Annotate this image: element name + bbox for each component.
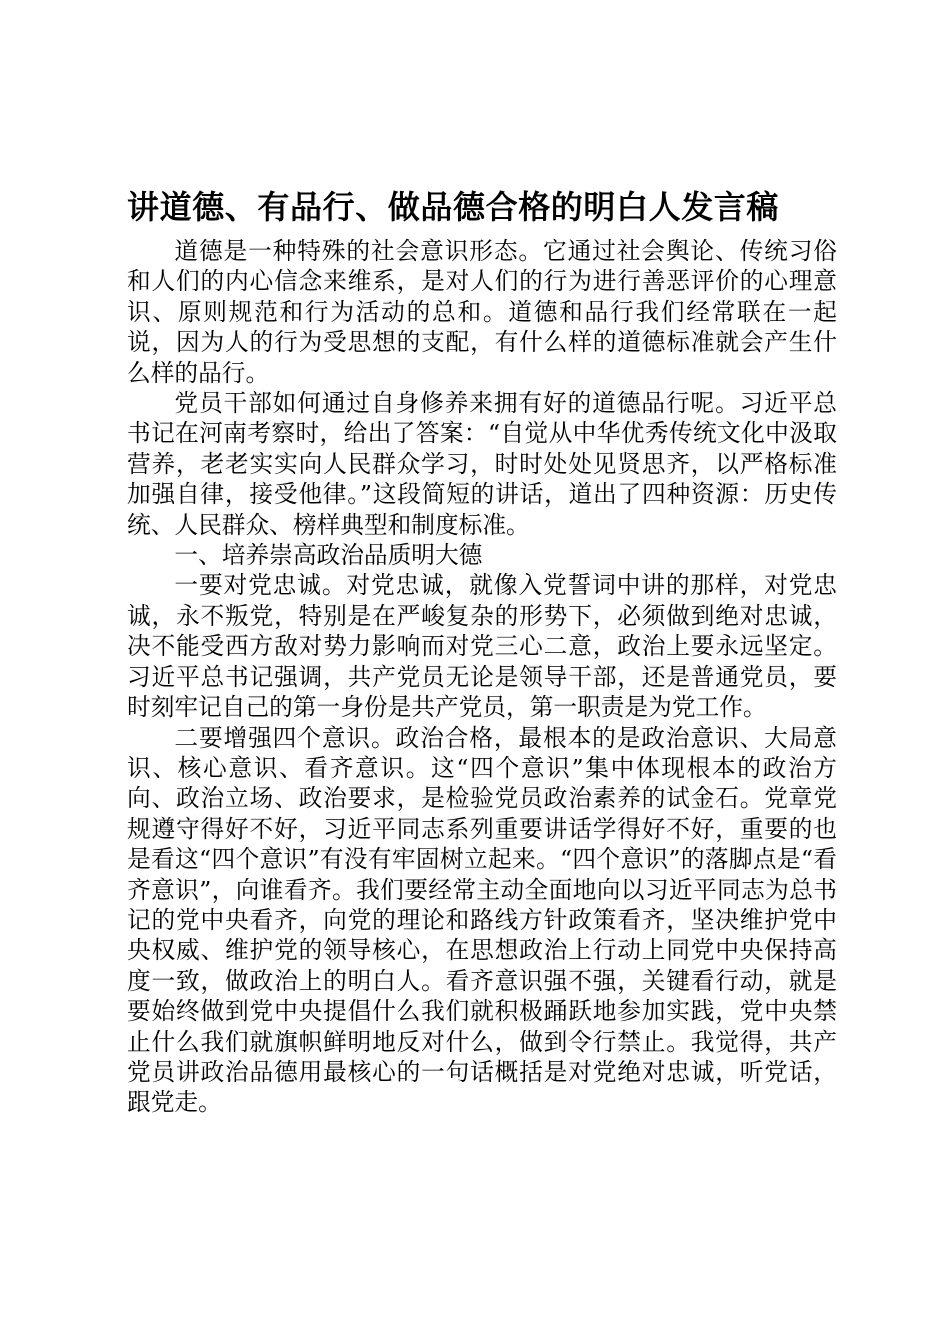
- paragraph-resources: 党员干部如何通过自身修养来拥有好的道德品行呢。习近平总书记在河南考察时，给出了答案：“自觉从中华优秀传统文化中汲取营养，老老实实向人民群众学习，时时处处见贤思齐，以严格标准加强自律，接受他律。”这段简短的讲话，道出了四种资源：历史传统、人民群众、榜样典型和制度标准。: [127, 389, 837, 539]
- paragraph-intro: 道德是一种特殊的社会意识形态。它通过社会舆论、传统习俗和人们的内心信念来维系，是对人们的行为进行善恶评价的心理意识、原则规范和行为活动的总和。道德和品行我们经常联在一起说，因为人的行为受思想的支配，有什么样的道德标准就会产生什么样的品行。: [127, 237, 837, 387]
- paragraph-loyalty: 一要对党忠诚。对党忠诚，就像入党誓词中讲的那样，对党忠诚，永不叛党，特别是在严峻复杂的形势下，必须做到绝对忠诚，决不能受西方敌对势力影响而对党三心二意，政治上要永远坚定。习近平总书记强调，共产党员无论是领导干部，还是普通党员，要时刻牢记自己的第一身份是共产党员，第一职责是为党工作。: [127, 571, 837, 722]
- section-heading: 一、培养崇高政治品质明大德: [174, 541, 483, 570]
- document-title: 讲道德、有品行、做品德合格的明白人发言稿: [127, 188, 780, 226]
- document-body: [127, 178, 837, 1118]
- paragraph-four-awareness: 二要增强四个意识。政治合格，最根本的是政治意识、大局意识、核心意识、看齐意识。这“四个意识”集中体现根本的政治方向、政治立场、政治要求，是检验党员政治素养的试金石。党章党规遵守得好不好，习近平同志系列重要讲话学得好不好，重要的也是看这“四个意识”有没有牢固树立起来。“四个意识”的落脚点是“看齐意识”，向谁看齐。我们要经常主动全面地向以习近平同志为总书记的党中央看齐，向党的理论和路线方针政策看齐，坚决维护党中央权威、维护党的领导核心，在思想政治上行动上同党中央保持高度一致，做政治上的明白人。看齐意识强不强，关键看行动，就是要始终做到党中央提倡什么我们就积极踊跃地参加实践，党中央禁止什么我们就旗帜鲜明地反对什么，做到令行禁止。我觉得，共产党员讲政治品德用最核心的一句话概括是对党绝对忠诚，听党话，跟党走。: [127, 723, 837, 1117]
